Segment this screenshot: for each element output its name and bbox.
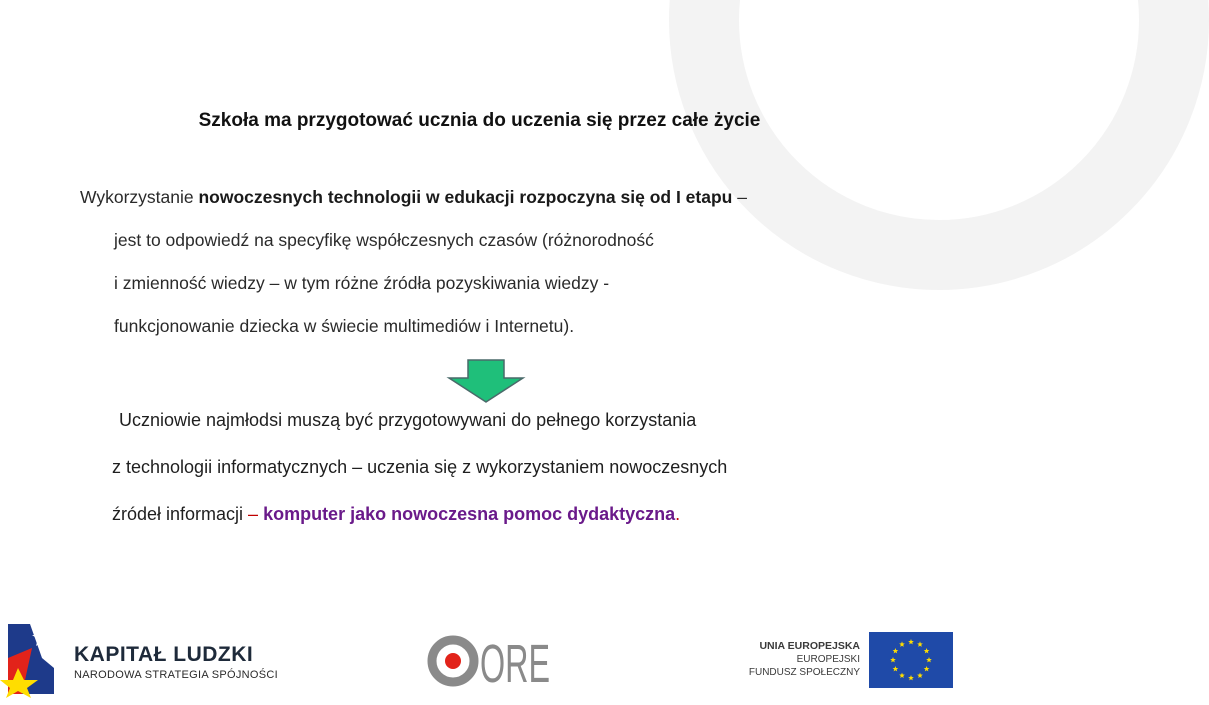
intro-paragraph [80, 176, 910, 348]
red-dash: – [248, 504, 264, 524]
page-title: Szkoła ma przygotować ucznia do uczenia się przez całe życie [198, 110, 761, 131]
kapital-ludzki-text [74, 643, 278, 681]
intro-line-2: jest to odpowiedź na specyfikę współczesnych czasów (różnorodność [114, 230, 654, 250]
main-line-3: źródeł informacji – komputer jako nowoczesna pomoc dydaktyczna. [112, 504, 681, 524]
eu-line-2: EUROPEJSKI [796, 654, 860, 665]
highlight-text: komputer jako nowoczesna pomoc dydaktyczna [263, 504, 676, 524]
eu-flag-icon [869, 632, 953, 688]
eu-text [700, 640, 860, 679]
intro-bold-text: nowoczesnych technologii w edukacji rozpoczyna się od I etapu [198, 187, 733, 207]
footer-logos [0, 618, 959, 705]
main-line-1: Uczniowie najmłodsi muszą być przygotowywani do pełnego korzystania [119, 410, 697, 430]
eu-line-1: UNIA EUROPEJSKA [759, 640, 860, 652]
main-line-2: z technologii informatycznych – uczenia się z wykorzystaniem nowoczesnych [112, 457, 728, 477]
main-paragraph [112, 397, 912, 538]
kapital-ludzki-name: KAPITAŁ LUDZKI [74, 643, 254, 666]
ore-logo [428, 633, 552, 694]
ore-logo-text: ORE [480, 634, 550, 694]
intro-line-4: funkcjonowanie dziecka w świecie multimediów i Internetu). [114, 316, 575, 336]
intro-line-1: Wykorzystanie nowoczesnych technologii w edukacji rozpoczyna się od I etapu – [80, 187, 747, 207]
intro-line-3: i zmienność wiedzy – w tym różne źródła pozyskiwania wiedzy - [114, 273, 610, 293]
kapital-ludzki-subtitle: NARODOWA STRATEGIA SPÓJNOŚCI [74, 669, 278, 681]
kapital-ludzki-logo-icon [4, 618, 62, 698]
eu-line-3: FUNDUSZ SPOŁECZNY [748, 667, 860, 678]
